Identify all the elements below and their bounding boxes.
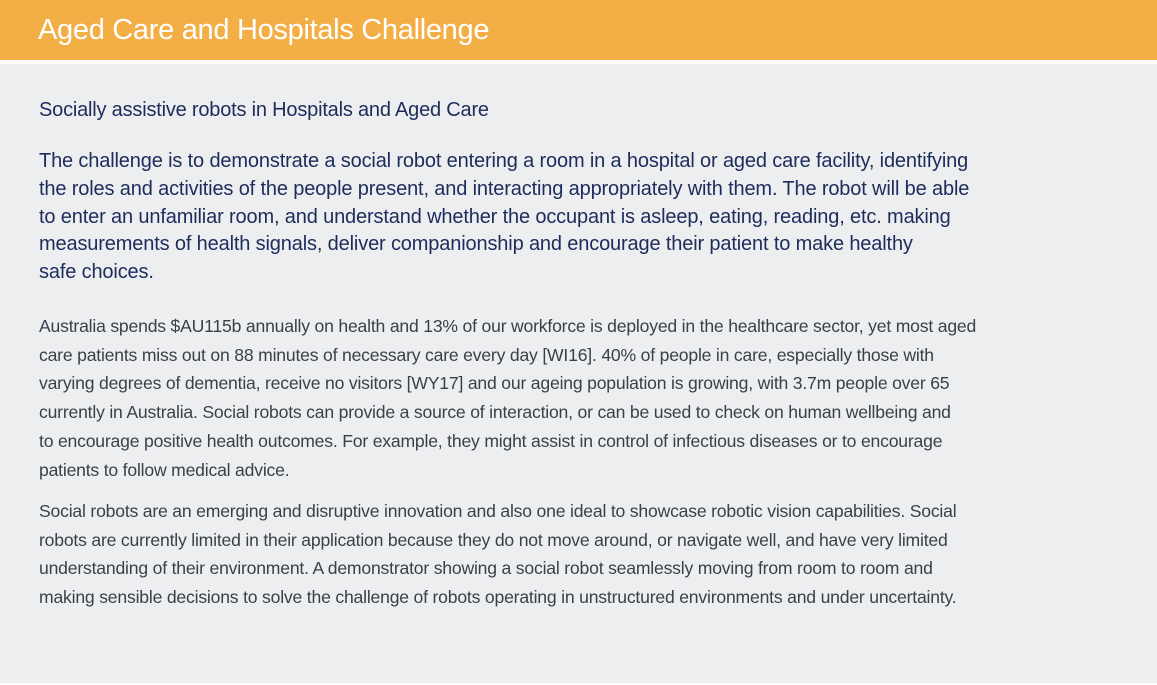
body-paragraph-statistics	[39, 312, 1129, 484]
intro-line: to enter an unfamiliar room, and understand whether the occupant is asleep, eating, reading, etc. making	[39, 205, 951, 228]
intro-paragraph	[39, 148, 1119, 287]
paragraph-line: Social robots are an emerging and disruptive innovation and also one ideal to showcase robotic vision capabilities. Social	[39, 501, 957, 521]
intro-line: safe choices.	[39, 261, 154, 284]
paragraph-line: Australia spends $AU115b annually on health and 13% of our workforce is deployed in the healthcare sector, yet most aged	[39, 316, 977, 336]
paragraph-line: understanding of their environment. A demonstrator showing a social robot seamlessly moving from room to room and	[39, 558, 933, 579]
content-panel	[0, 64, 1157, 683]
paragraph-line: making sensible decisions to solve the challenge of robots operating in unstructured environments and under uncertainty.	[39, 587, 957, 608]
paragraph-line: currently in Australia. Social robots can provide a source of interaction, or can be used to check on human wellbeing and	[39, 402, 951, 423]
paragraph-line: varying degrees of dementia, receive no visitors [WY17] and our ageing population is growing, with 3.7m people over 65	[39, 373, 950, 394]
section-subtitle: Socially assistive robots in Hospitals and Aged Care	[39, 99, 489, 121]
intro-line: The challenge is to demonstrate a social robot entering a room in a hospital or aged care facility, identifying	[39, 150, 969, 172]
intro-line: the roles and activities of the people present, and interacting appropriately with them. The robot will be able	[39, 177, 970, 200]
paragraph-line: to encourage positive health outcomes. For example, they might assist in control of infectious diseases or to encourage	[39, 430, 943, 451]
paragraph-line: robots are currently limited in their application because they do not move around, or navigate well, and have very limited	[39, 529, 948, 550]
paragraph-line: care patients miss out on 88 minutes of necessary care every day [WI16]. 40% of people in care, especially those with	[39, 344, 934, 365]
header-banner	[0, 0, 1157, 60]
paragraph-line: patients to follow medical advice.	[39, 459, 290, 480]
page-title: Aged Care and Hospitals Challenge	[38, 14, 490, 46]
body-paragraph-innovation	[39, 497, 1129, 612]
intro-line: measurements of health signals, deliver companionship and encourage their patient to make healthy	[39, 233, 913, 256]
